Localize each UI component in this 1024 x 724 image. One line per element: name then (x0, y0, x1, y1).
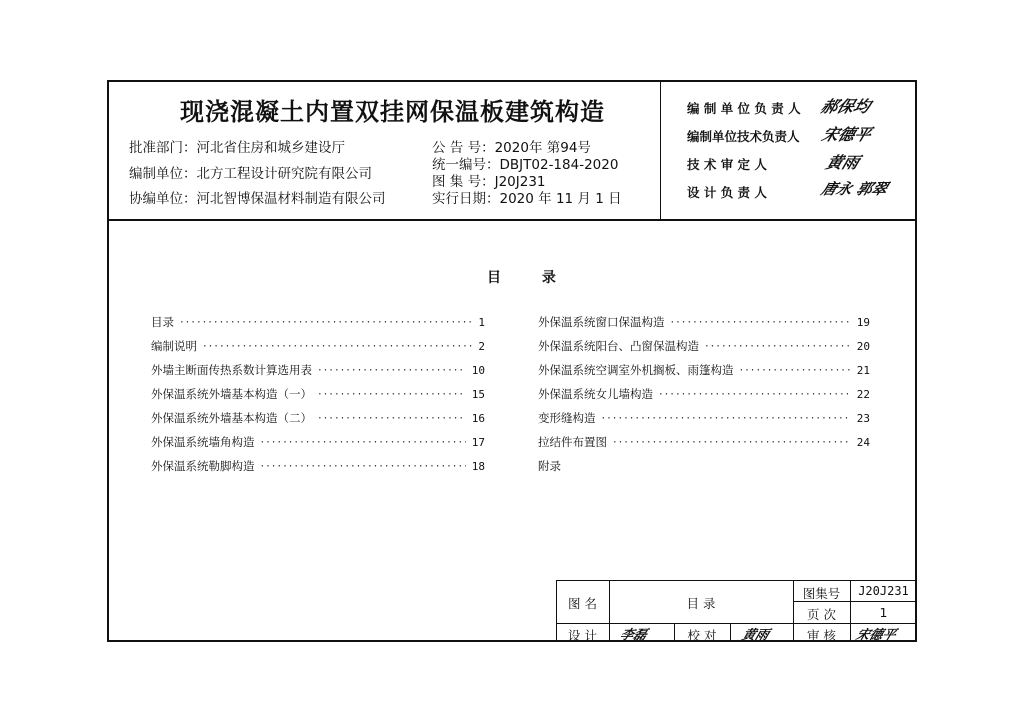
toc-entry[interactable] (538, 338, 870, 354)
toc-leader-dots (671, 315, 851, 329)
toc-leader-dots (180, 315, 472, 329)
toc-entry-label: 外保温系统阳台、凸窗保温构造 (538, 339, 699, 353)
toc-entry-page: 23 (856, 412, 870, 425)
check-signature: 黄雨 (739, 628, 771, 643)
toc-entry-page: 19 (856, 316, 870, 329)
toc-entry[interactable] (151, 458, 485, 474)
compile-unit: 编制单位：北方工程设计研究院有限公司 (129, 166, 372, 182)
toc-appendix[interactable] (538, 458, 870, 474)
toc-entry[interactable] (151, 314, 485, 330)
toc-leader-dots (261, 435, 466, 449)
atlas-no-value: J20J231 (858, 584, 909, 598)
toc-leader-dots (203, 339, 472, 353)
approve-dept: 批准部门：河北省住房和城乡建设厅 (129, 140, 345, 156)
toc-entry-page: 21 (856, 364, 870, 377)
resp-signature-tech-review: 黄雨 (823, 153, 862, 172)
drawing-name: 目 录 (686, 596, 716, 611)
toc-entry-page: 18 (471, 460, 485, 473)
toc-entry[interactable] (151, 386, 485, 402)
toc-entry[interactable] (538, 386, 870, 402)
design-label: 设 计 (568, 628, 597, 643)
toc-entry-label: 外保温系统外墙基本构造（一） (151, 387, 312, 401)
toc-appendix-label: 附录 (538, 459, 561, 473)
toc-entry-label: 外保温系统勒脚构造 (151, 459, 255, 473)
toc-entry-page: 2 (478, 340, 485, 353)
toc-leader-dots (613, 435, 851, 449)
toc-entry-page: 16 (471, 412, 485, 425)
toc-leader-dots (261, 459, 466, 473)
page-no-value: 1 (879, 605, 888, 620)
toc-entry[interactable] (151, 434, 485, 450)
header-bottom-rule (107, 219, 917, 221)
toc-leader-dots (659, 387, 851, 401)
toc-leader-dots (318, 387, 466, 401)
toc-entry[interactable] (151, 410, 485, 426)
toc-entry[interactable] (538, 410, 870, 426)
toc-leader-dots (318, 411, 466, 425)
resp-signature-unit-head: 郝保均 (818, 97, 873, 116)
notice-no: 公 告 号：2020年 第94号 (432, 140, 591, 156)
header-divider (660, 80, 661, 220)
toc-entry-label: 外保温系统外墙基本构造（二） (151, 411, 312, 425)
toc-entry[interactable] (151, 338, 485, 354)
toc-entry-label: 外保温系统空调室外机搁板、雨篷构造 (538, 363, 734, 377)
toc-entry-page: 20 (856, 340, 870, 353)
toc-entry-page: 24 (856, 436, 870, 449)
design-signature: 李磊 (617, 628, 649, 643)
co-compile-unit: 协编单位：河北智博保温材料制造有限公司 (129, 191, 386, 207)
toc-leader-dots (740, 363, 851, 377)
toc-leader-dots (602, 411, 851, 425)
resp-label-design-head: 设 计 负 责 人 (687, 185, 767, 200)
toc-entry-label: 编制说明 (151, 339, 197, 353)
toc-entry-page: 22 (856, 388, 870, 401)
atlas-no-label: 图集号 (802, 586, 841, 601)
toc-entry-label: 外保温系统窗口保温构造 (538, 315, 665, 329)
toc-entry[interactable] (151, 362, 485, 378)
check-label: 校 对 (687, 628, 717, 643)
toc-leader-dots (318, 363, 466, 377)
drawing-name-label: 图 名 (568, 596, 597, 611)
toc-entry[interactable] (538, 362, 870, 378)
resp-label-unit-head: 编 制 单 位 负 责 人 (687, 101, 801, 116)
toc-entry-label: 拉结件布置图 (538, 435, 607, 449)
resp-signature-tech-head: 宋德平 (819, 125, 874, 144)
toc-entry-label: 外保温系统女儿墙构造 (538, 387, 653, 401)
resp-signature-design-head: 唐永 郭翠 (818, 180, 890, 198)
toc-entry-page: 1 (478, 316, 485, 329)
toc-leader-dots (705, 339, 851, 353)
toc-entry-label: 目录 (151, 315, 174, 329)
unified-no: 统一编号：DBJT02-184-2020 (432, 157, 619, 173)
review-label: 审 核 (807, 628, 836, 643)
page-title: 现浇混凝土内置双挂网保温板建筑构造 (180, 98, 605, 126)
toc-heading: 目 录 (487, 270, 574, 286)
review-signature: 宋德平 (853, 628, 898, 643)
toc-entry[interactable] (538, 314, 870, 330)
resp-label-tech-review: 技 术 审 定 人 (687, 157, 767, 172)
toc-entry-label: 变形缝构造 (538, 411, 596, 425)
toc-entry-label: 外保温系统墙角构造 (151, 435, 255, 449)
toc-entry-page: 15 (471, 388, 485, 401)
page-no-label: 页 次 (807, 607, 836, 622)
toc-entry-label: 外墙主断面传热系数计算选用表 (151, 363, 312, 377)
atlas-no: 图 集 号：J20J231 (432, 174, 546, 190)
resp-label-tech-head: 编制单位技术负责人 (687, 129, 800, 144)
title-block-top-rule (556, 580, 917, 581)
toc-entry-page: 10 (471, 364, 485, 377)
toc-entry-page: 17 (471, 436, 485, 449)
title-block-col-rule (730, 623, 731, 642)
toc-entry[interactable] (538, 434, 870, 450)
effective-date: 实行日期：2020 年 11 月 1 日 (432, 191, 622, 207)
